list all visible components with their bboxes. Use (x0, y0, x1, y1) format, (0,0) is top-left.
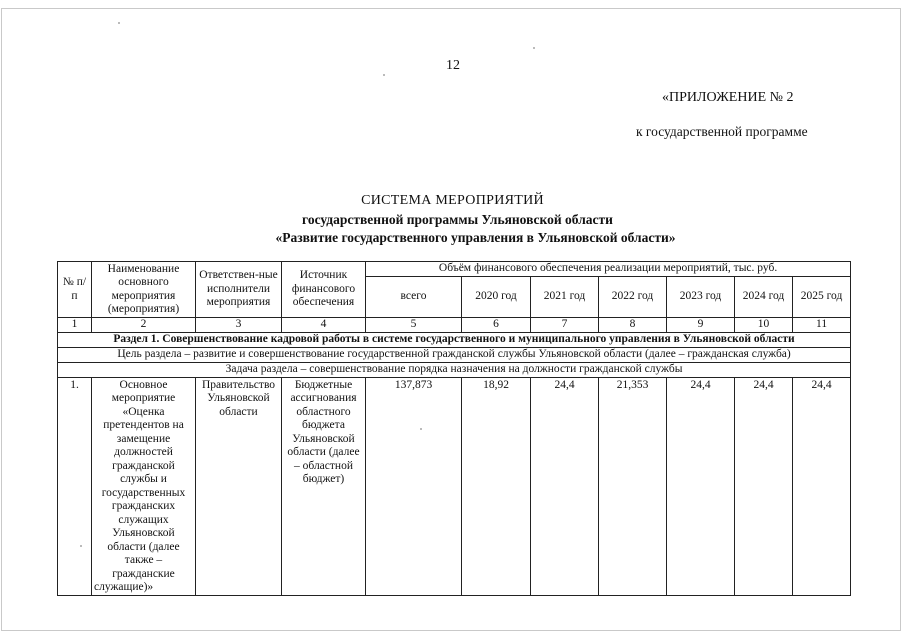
document-title: СИСТЕМА МЕРОПРИЯТИЙ (361, 193, 544, 208)
document-subtitle: государственной программы Ульяновской области (302, 212, 613, 227)
scan-speck (383, 74, 385, 76)
row-total: 137,873 (366, 377, 462, 595)
task-row (58, 362, 851, 377)
appendix-title: «ПРИЛОЖЕНИЕ № 2 (662, 90, 794, 105)
header-year: 2020 год (462, 277, 531, 318)
row-source: Бюджетные ассигнования областного бюджета Ульяновской области (далее – областной бюджет) (282, 377, 366, 595)
row-value: 24,4 (793, 377, 851, 595)
column-number: 3 (196, 318, 282, 333)
page-number: 12 (446, 58, 460, 73)
column-number: 9 (667, 318, 735, 333)
row-responsible: Правительство Ульяновской области (196, 377, 282, 595)
header-responsible: Ответствен-ные исполнители мероприятия (196, 262, 282, 318)
column-number: 8 (599, 318, 667, 333)
row-value: 18,92 (462, 377, 531, 595)
column-numbers-row (58, 318, 851, 333)
section-row (58, 332, 851, 347)
row-value: 24,4 (735, 377, 793, 595)
section-goal: Цель раздела – развитие и совершенствование государственной гражданской службы Ульяновской области (далее – гражданская служба) (58, 347, 851, 362)
scan-speck (420, 428, 422, 430)
table-row (58, 377, 851, 595)
header-funding-group: Объём финансового обеспечения реализации мероприятий, тыс. руб. (366, 262, 851, 277)
row-value: 24,4 (531, 377, 599, 595)
header-year: 2022 год (599, 277, 667, 318)
row-name: Основное мероприятие «Оценка претендентов на замещение должностей гражданской службы и государственных гражданских служащих Ульяновской области (далее также – гражданские служащие)» (92, 377, 196, 595)
scan-speck (533, 47, 535, 49)
header-year: 2021 год (531, 277, 599, 318)
header-number: № п/п (58, 262, 92, 318)
goal-row (58, 347, 851, 362)
header-year: 2023 год (667, 277, 735, 318)
section-title: Раздел 1. Совершенствование кадровой работы в системе государственного и муниципального управления в Ульяновской области (58, 332, 851, 347)
appendix-subtitle: к государственной программе (636, 124, 808, 139)
column-number: 11 (793, 318, 851, 333)
column-number: 7 (531, 318, 599, 333)
scan-speck (118, 22, 120, 24)
column-number: 4 (282, 318, 366, 333)
header-total: всего (366, 277, 462, 318)
header-year: 2025 год (793, 277, 851, 318)
column-number: 6 (462, 318, 531, 333)
header-name: Наименование основного мероприятия (мероприятия) (92, 262, 196, 318)
column-number: 5 (366, 318, 462, 333)
header-source: Источник финансового обеспечения (282, 262, 366, 318)
section-task: Задача раздела – совершенствование порядка назначения на должности гражданской службы (58, 362, 851, 377)
scan-speck (80, 545, 82, 547)
row-value: 21,353 (599, 377, 667, 595)
header-row-1 (58, 262, 851, 277)
column-number: 2 (92, 318, 196, 333)
column-number: 10 (735, 318, 793, 333)
header-year: 2024 год (735, 277, 793, 318)
column-number: 1 (58, 318, 92, 333)
measures-table (57, 261, 851, 596)
document-program-name: «Развитие государственного управления в Ульяновской области» (275, 230, 676, 245)
row-value: 24,4 (667, 377, 735, 595)
row-number: 1. (58, 377, 92, 595)
